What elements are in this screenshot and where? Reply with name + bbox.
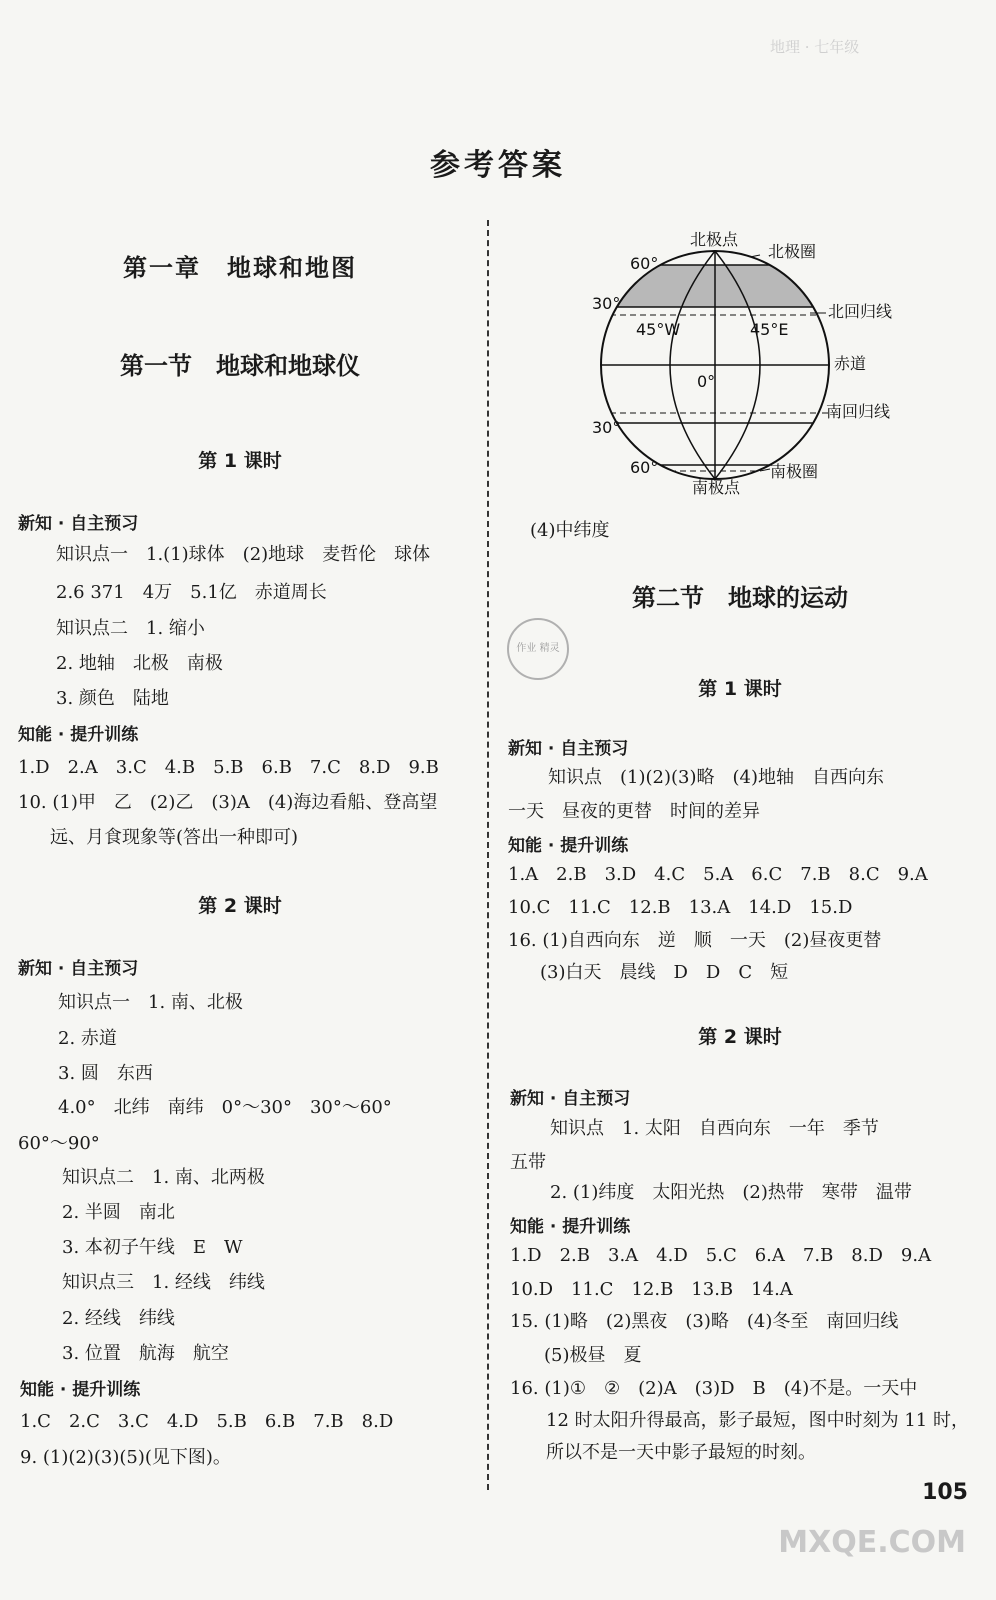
label-lat30n: 30° <box>592 294 621 313</box>
answer-line: (5)极昼 夏 <box>544 1345 642 1366</box>
page-title: 参考答案 <box>430 148 566 183</box>
answer-line: (3)白天 晨线 D D C 短 <box>540 962 789 983</box>
subhead-preview: 新知 · 自主预习 <box>508 739 629 759</box>
corner-header: 地理 · 七年级 <box>770 38 860 56</box>
label-lat30s: 30° <box>592 418 621 437</box>
answer-line: 3. 颜色 陆地 <box>56 688 169 709</box>
shaded-latitude-band <box>590 265 850 307</box>
answer-line: 10. (1)甲 乙 (2)乙 (3)A (4)海边看船、登高望 <box>18 792 438 813</box>
lesson-title-1: 第 1 课时 <box>198 450 282 472</box>
answer-line: 五带 <box>510 1152 546 1173</box>
answer-line: 知识点二 1. 南、北两极 <box>62 1167 265 1188</box>
answer-line: 12 时太阳升得最高，影子最短，图中时刻为 11 时， <box>546 1410 969 1431</box>
lesson-title-4: 第 2 课时 <box>698 1026 782 1048</box>
label-45e: 45°E <box>750 320 789 339</box>
answer-line: 3. 本初子午线 E W <box>62 1237 243 1258</box>
subhead-preview: 新知 · 自主预习 <box>510 1089 631 1109</box>
answer-line: 2. 地轴 北极 南极 <box>56 653 223 674</box>
answer-line: 16. (1)① ② (2)A (3)D B (4)不是。一天中 <box>510 1378 918 1399</box>
answer-line: 1.C 2.C 3.C 4.D 5.B 6.B 7.B 8.D <box>20 1411 394 1432</box>
answer-line: 2. 经线 纬线 <box>62 1308 175 1329</box>
chapter-title: 第一章 地球和地图 <box>123 253 357 282</box>
label-tropic-capricorn: 南回归线 <box>826 402 891 421</box>
lesson-title-2: 第 2 课时 <box>198 895 282 917</box>
lesson-title-3: 第 1 课时 <box>698 678 782 700</box>
answer-line: 9. (1)(2)(3)(5)(见下图)。 <box>20 1447 231 1468</box>
site-watermark: MXQE.COM <box>778 1525 966 1560</box>
answer-line: 知识点三 1. 经线 纬线 <box>62 1272 265 1293</box>
label-0deg: 0° <box>697 372 716 391</box>
answer-line: 知识点 (1)(2)(3)略 (4)地轴 自西向东 <box>548 767 884 788</box>
answer-line: (4)中纬度 <box>530 520 610 541</box>
answer-line: 10.D 11.C 12.B 13.B 14.A <box>510 1279 793 1300</box>
answer-line: 2.6 371 4万 5.1亿 赤道周长 <box>56 582 327 603</box>
subhead-training: 知能 · 提升训练 <box>18 725 139 745</box>
answer-line: 远、月食现象等(答出一种即可) <box>50 827 299 848</box>
answer-line: 知识点 1. 太阳 自西向东 一年 季节 <box>550 1118 879 1139</box>
column-divider <box>487 220 489 1490</box>
answer-line: 1.D 2.B 3.A 4.D 5.C 6.A 7.B 8.D 9.A <box>510 1245 932 1266</box>
globe-diagram <box>590 225 920 505</box>
stamp-watermark: 作业 精灵 <box>507 618 569 680</box>
subhead-preview: 新知 · 自主预习 <box>18 514 139 534</box>
answer-line: 1.D 2.A 3.C 4.B 5.B 6.B 7.C 8.D 9.B <box>18 757 439 778</box>
label-north-pole: 北极点 <box>690 230 739 249</box>
answer-line: 10.C 11.C 12.B 13.A 14.D 15.D <box>508 897 853 918</box>
subhead-training: 知能 · 提升训练 <box>20 1380 141 1400</box>
page-number: 105 <box>922 1480 968 1505</box>
label-45w: 45°W <box>636 320 681 339</box>
answer-line: 2. 半圆 南北 <box>62 1202 175 1223</box>
answer-line: 一天 昼夜的更替 时间的差异 <box>508 801 760 822</box>
answer-line: 3. 位置 航海 航空 <box>62 1343 229 1364</box>
answer-line: 16. (1)自西向东 逆 顺 一天 (2)昼夜更替 <box>508 930 882 951</box>
answer-line: 知识点一 1.(1)球体 (2)地球 麦哲伦 球体 <box>56 544 431 565</box>
section-title-2: 第二节 地球的运动 <box>632 584 848 612</box>
label-equator: 赤道 <box>834 354 867 373</box>
answer-line: 知识点二 1. 缩小 <box>56 618 205 639</box>
subhead-training: 知能 · 提升训练 <box>510 1217 631 1237</box>
subhead-preview: 新知 · 自主预习 <box>18 959 139 979</box>
answer-line: 3. 圆 东西 <box>58 1063 153 1084</box>
answer-line: 1.A 2.B 3.D 4.C 5.A 6.C 7.B 8.C 9.A <box>508 864 928 885</box>
label-antarctic-circle: 南极圈 <box>770 462 819 481</box>
answer-line: 2. (1)纬度 太阳光热 (2)热带 寒带 温带 <box>550 1182 912 1203</box>
section-title-1: 第一节 地球和地球仪 <box>120 352 360 380</box>
answer-line: 15. (1)略 (2)黑夜 (3)略 (4)冬至 南回归线 <box>510 1311 899 1332</box>
label-tropic-cancer: 北回归线 <box>828 302 893 321</box>
subhead-training: 知能 · 提升训练 <box>508 836 629 856</box>
label-lat60n: 60° <box>630 254 659 273</box>
label-lat60s: 60° <box>630 458 659 477</box>
answer-line: 2. 赤道 <box>58 1028 117 1049</box>
label-south-pole: 南极点 <box>692 478 741 497</box>
answer-line: 4.0° 北纬 南纬 0°～30° 30°～60° <box>58 1097 392 1118</box>
answer-line: 知识点一 1. 南、北极 <box>58 992 243 1013</box>
label-arctic-circle: 北极圈 <box>768 242 817 261</box>
answer-line: 60°～90° <box>18 1133 100 1154</box>
answer-line: 所以不是一天中影子最短的时刻。 <box>546 1442 816 1463</box>
